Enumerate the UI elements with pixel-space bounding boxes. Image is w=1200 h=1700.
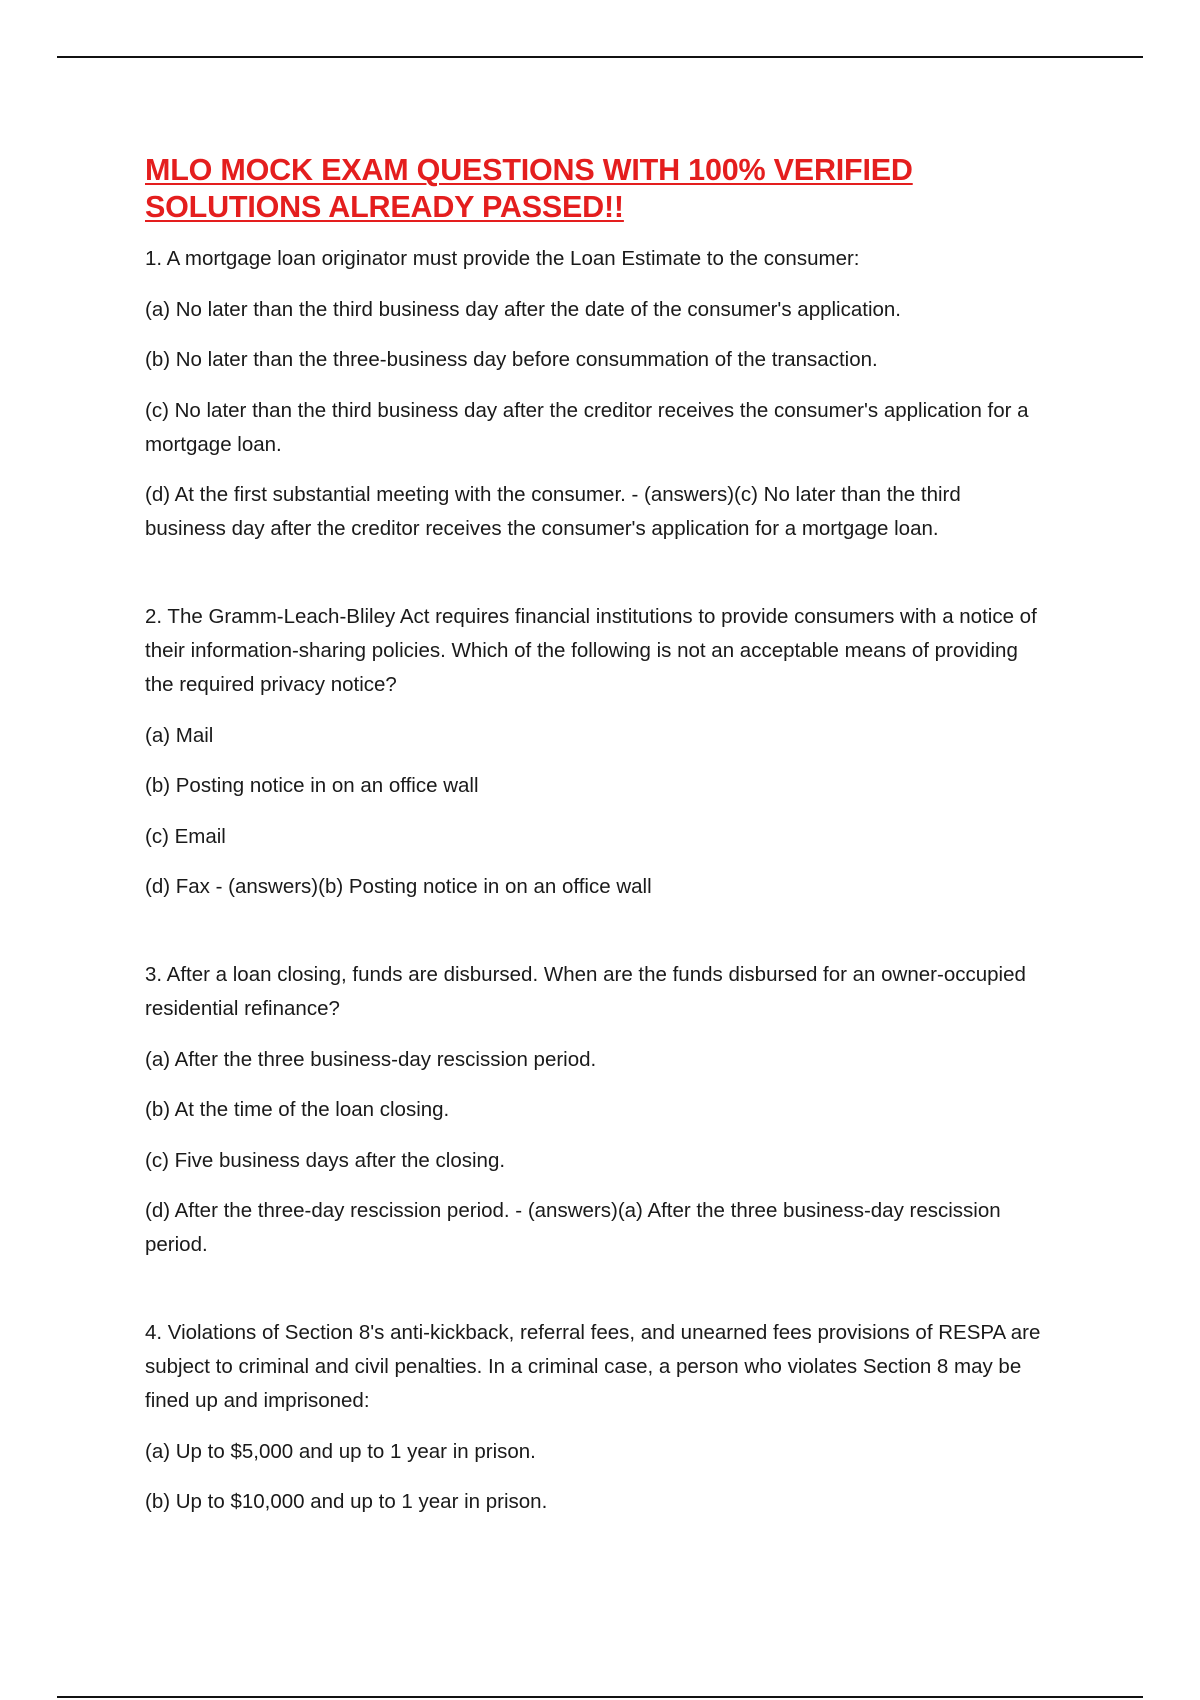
- page-title: [145, 152, 1045, 226]
- question-stem: 2. The Gramm-Leach-Bliley Act requires financial institutions to provide consumers with a notice of their information-sharing policies. Which of the following is not an acceptable means of providing the required privacy notice?: [145, 605, 1037, 696]
- title-line-1: MLO MOCK EXAM QUESTIONS WITH 100% VERIFIED: [145, 153, 913, 187]
- answer-option: (d) Fax - (answers)(b) Posting notice in on an office wall: [145, 875, 652, 898]
- question-stem: 4. Violations of Section 8's anti-kickback, referral fees, and unearned fees provisions of RESPA are subject to criminal and civil penalties. In a criminal case, a person who violates Section 8 may be fined up and imprisoned:: [145, 1321, 1041, 1412]
- answer-option: (a) Up to $5,000 and up to 1 year in prison.: [145, 1439, 536, 1463]
- question-4: [145, 1316, 1045, 1519]
- answer-option: (c) Email: [145, 824, 226, 848]
- answer-option: (a) After the three business-day rescission period.: [145, 1047, 597, 1071]
- title-line-2: SOLUTIONS ALREADY PASSED!!: [145, 190, 624, 224]
- bottom-divider: [57, 1696, 1143, 1698]
- document-body: [145, 152, 1045, 1573]
- answer-option: (a) No later than the third business day after the date of the consumer's application.: [145, 297, 902, 321]
- answer-option: (d) After the three-day rescission period. - (answers)(a) After the three business-day rescission period.: [145, 1199, 1001, 1256]
- answer-option: (d) At the first substantial meeting with the consumer. - (answers)(c) No later than the third business day after the creditor receives the consumer's application for a mortgage loan.: [145, 483, 961, 540]
- question-2: [145, 600, 1045, 904]
- question-stem: 1. A mortgage loan originator must provide the Loan Estimate to the consumer:: [145, 247, 860, 270]
- answer-option: (b) No later than the three-business day before consummation of the transaction.: [145, 348, 878, 371]
- top-divider: [57, 56, 1143, 58]
- answer-option: (c) Five business days after the closing.: [145, 1148, 506, 1172]
- question-stem: 3. After a loan closing, funds are disbursed. When are the funds disbursed for an owner-occupied residential refinance?: [145, 963, 1026, 1020]
- answer-option: (b) Up to $10,000 and up to 1 year in prison.: [145, 1490, 548, 1513]
- answer-option: (c) No later than the third business day after the creditor receives the consumer's application for a mortgage loan.: [145, 398, 1029, 456]
- answer-option: (b) Posting notice in on an office wall: [145, 774, 479, 797]
- question-3: [145, 958, 1045, 1262]
- answer-option: (b) At the time of the loan closing.: [145, 1098, 450, 1121]
- answer-option: (a) Mail: [145, 723, 214, 747]
- question-1: [145, 242, 1045, 546]
